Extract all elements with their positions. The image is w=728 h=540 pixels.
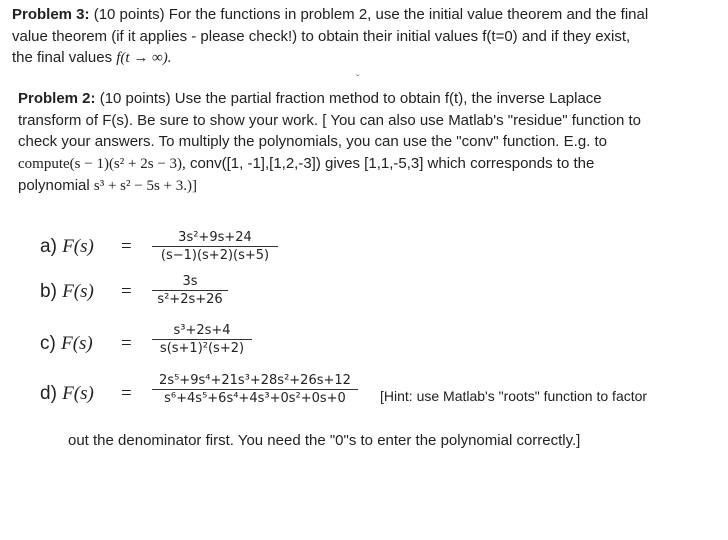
function-d-lhs (40, 383, 94, 405)
function-b-name: F(s) (62, 281, 94, 302)
function-a-lhs (40, 236, 94, 258)
function-b-equals: = (121, 281, 132, 302)
function-d-label: d) (40, 383, 63, 404)
problem-3-heading: Problem 3: (12, 6, 90, 23)
function-b-label: b) (40, 281, 63, 302)
problem-2-line5-prefix: polynomial (18, 177, 94, 194)
function-d-name: F(s) (62, 383, 94, 404)
problem-2-text (18, 88, 710, 198)
function-a-name: F(s) (62, 236, 94, 257)
hint-continuation: out the denominator first. You need the "0"s to enter the polynomial correctly.] (68, 432, 581, 449)
problem-3-line3-math: f(t → ∞). (116, 50, 172, 66)
function-a-numerator: 3s²+9s+24 (178, 230, 252, 245)
function-d-equals: = (121, 383, 132, 404)
function-a-denominator: (s−1)(s+2)(s+5) (160, 248, 270, 264)
function-c-denominator: s(s+1)²(s+2) (159, 341, 245, 357)
function-c-label: c) (40, 333, 62, 354)
function-c-name: F(s) (61, 333, 93, 354)
problem-2-line4-math: compute(s − 1)(s² + 2s − 3), (18, 155, 186, 172)
hint-text: [Hint: use Matlab's "roots" function to factor (380, 388, 648, 404)
function-b-lhs (40, 281, 94, 303)
function-c-numerator: s³+2s+4 (173, 323, 231, 338)
function-b-denominator: s²+2s+26 (157, 292, 223, 308)
problem-2-line3: check your answers. To multiply the polynomials, you can use the "conv" function. E.g. to (18, 133, 608, 150)
function-a-fraction (152, 230, 278, 263)
function-a-equals: = (121, 236, 132, 257)
function-d-denominator: s⁶+4s⁵+6s⁴+4s³+0s²+0s+0 (164, 391, 346, 407)
problem-3-text (12, 4, 712, 70)
problem-3-line1: (10 points) For the functions in problem 2, use the initial value theorem and the final (89, 6, 649, 23)
problem-2-line1: (10 points) Use the partial fraction method to obtain f(t), the inverse Laplace (95, 90, 602, 107)
check-mark: ˇ (356, 74, 360, 85)
function-c-fraction (152, 323, 252, 356)
function-d-fraction (152, 373, 358, 406)
problem-3-line2: value theorem (if it applies - please check!) to obtain their initial values f(t=0) and if they exist, (12, 27, 631, 45)
problem-3-line3-prefix: the final values (12, 49, 117, 66)
function-b-numerator: 3s (182, 274, 198, 289)
problem-2-heading: Problem 2: (18, 90, 96, 107)
function-c-lhs (40, 333, 93, 355)
function-a-label: a) (40, 236, 63, 257)
function-d-numerator: 2s⁵+9s⁴+21s³+28s²+26s+12 (159, 373, 351, 388)
problem-2-line5-math: s³ + s² − 5s + 3.)] (93, 178, 197, 194)
function-b-fraction (152, 274, 228, 307)
function-c-equals: = (121, 333, 132, 354)
problem-2-line2: transform of F(s). Be sure to show your work. [ You can also use Matlab's "residue" function to (18, 111, 641, 129)
problem-2-line4-text: conv([1, -1],[1,2,-3]) gives [1,1,-5,3] which corresponds to the (185, 154, 595, 172)
